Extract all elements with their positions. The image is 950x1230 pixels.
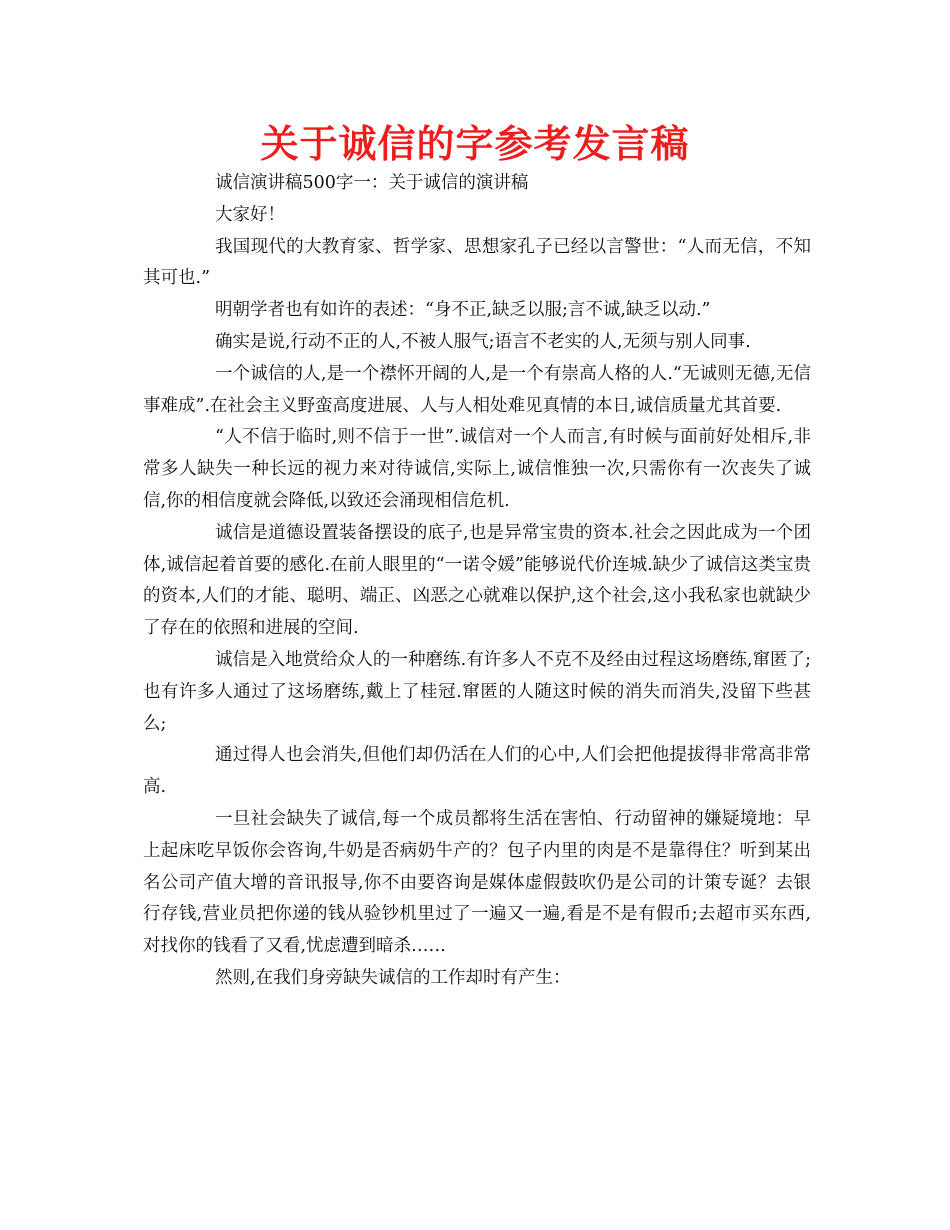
paragraph-greeting: 大家好！ [215, 204, 285, 225]
paragraph: 明朝学者也有如许的表述：“身不正,缺乏以服;言不诚,缺乏以动.” [215, 300, 711, 321]
paragraph: 我国现代的大教育家、哲学家、思想家孔子已经以言警世：“人而无信，不知其可也.” [143, 236, 811, 289]
paragraph: “人不信于临时,则不信于一世”.诚信对一个人而言,有时候与面前好处相斥,非常多人缺失一种长远的视力来对待诚信,实际上,诚信惟独一次,只需你有一次丧失了诚信,你的相信度就会降低,以致还会涌现相信危机. [143, 427, 811, 511]
document-body [143, 168, 811, 995]
paragraph: 诚信是入地赏给众人的一种磨练.有许多人不克不及经由过程这场磨练,窜匿了;也有许多人通过了这场磨练,戴上了桂冠.窜匿的人随这时候的消失而消失,没留下些甚么; [143, 649, 811, 734]
paragraph: 诚信是道德设置装备摆设的底子,也是异常宝贵的资本.社会之因此成为一个团体,诚信起着首要的感化.在前人眼里的“一诺令媛”能够说代价连城.缺少了诚信这类宝贵的资本,人们的才能、聪明、端正、凶恶之心就难以保护,这个社会,这小我私家也就缺少了存在的依照和进展的空间. [143, 522, 811, 639]
paragraph: 然则,在我们身旁缺失诚信的工作却时有产生： [215, 967, 571, 988]
paragraph: 一旦社会缺失了诚信,每一个成员都将生活在害怕、行动留神的嫌疑境地：早上起床吃早饭你会咨询,牛奶是否病奶牛产的？包子内里的肉是不是靠得住？听到某出名公司产值大增的音讯报导,你不由要咨询是媒体虚假鼓吹仍是公司的计策专诞？去银行存钱,营业员把你递的钱从验钞机里过了一遍又一遍,看是不是有假币;去超市买东西,对找你的钱看了又看,忧虑遭到暗杀…… [143, 808, 811, 957]
paragraph: 通过得人也会消失,但他们却仍活在人们的心中,人们会把他提拔得非常高非常高. [143, 745, 811, 798]
paragraph: 确实是说,行动不正的人,不被人服气;语言不老实的人,无须与别人同事. [215, 331, 751, 352]
document-title: 关于诚信的字参考发言稿 [260, 122, 690, 166]
paragraph-subtitle: 诚信演讲稿500字一：关于诚信的演讲稿 [215, 173, 529, 193]
paragraph: 一个诚信的人,是一个襟怀开阔的人,是一个有崇高人格的人.“无诚则无德,无信事难成”.在社会主义野蛮高度进展、人与人相处难见真情的本日,诚信质量尤其首要. [143, 363, 811, 416]
